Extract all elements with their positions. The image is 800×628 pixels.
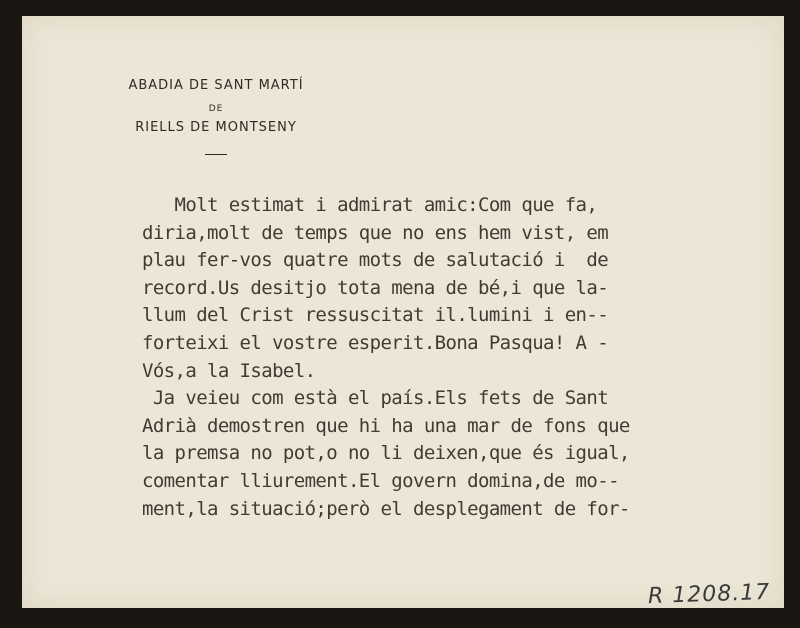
letter-body	[142, 192, 782, 523]
letterhead-location: RIELLS DE MONTSENY	[135, 120, 297, 135]
letter-line: Vós,a la Isabel.	[142, 359, 316, 382]
letter-card	[22, 16, 784, 608]
letter-line: Molt estimat i admirat amic:Com que fa,	[142, 194, 598, 216]
letterhead-abbey-name: ABADIA DE SANT MARTÍ	[128, 78, 304, 93]
catalog-number: R 1208.17	[647, 579, 771, 610]
letter-line: ment,la situació;però el desplegament de for-	[142, 497, 630, 520]
letter-line: comentar lliurement.El govern domina,de mo--	[142, 469, 619, 492]
letter-line: forteixi el vostre esperit.Bona Pasqua! A -	[142, 331, 609, 354]
letterhead-rule	[205, 154, 227, 155]
letter-line: llum del Crist ressuscitat il.lumini i en--	[142, 304, 609, 327]
letter-line: diria,molt de temps que no ens hem vist, em	[142, 221, 609, 244]
letter-line: record.Us desitjo tota mena de bé,i que la-	[142, 276, 609, 299]
letterhead	[96, 78, 336, 155]
letter-line: plau fer-vos quatre mots de salutació i de	[142, 249, 609, 272]
letter-line: Adrià demostren que hi ha una mar de fons que	[142, 414, 630, 437]
letterhead-preposition: DE	[208, 104, 224, 114]
letter-line: Ja veieu com està el país.Els fets de Sant	[142, 387, 609, 410]
letter-line: la premsa no pot,o no li deixen,que és igual,	[142, 442, 630, 465]
